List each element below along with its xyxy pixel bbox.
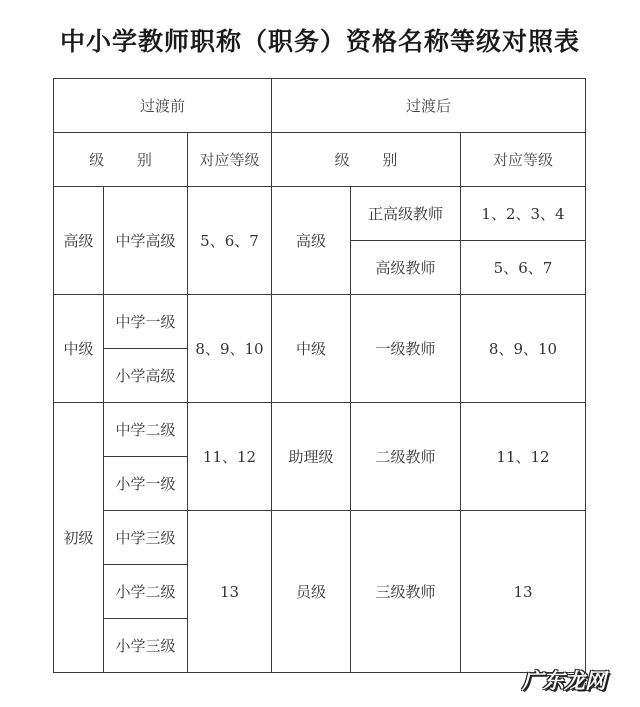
before-grade-cell: 13	[188, 511, 272, 673]
before-grade-cell: 11、12	[188, 403, 272, 511]
before-title-cell: 小学一级	[104, 457, 188, 511]
before-title-cell: 小学三级	[104, 619, 188, 673]
after-grade-cell: 13	[461, 511, 586, 673]
after-title-cell: 三级教师	[351, 511, 461, 673]
watermark-logo: 广东龙网	[522, 669, 606, 693]
header-before: 过渡前	[54, 79, 272, 133]
after-title-cell: 二级教师	[351, 403, 461, 511]
after-group-staff: 员级	[272, 511, 351, 673]
table-header-row	[54, 79, 586, 133]
after-grade-cell: 11、12	[461, 403, 586, 511]
after-grade-cell: 5、6、7	[461, 241, 586, 295]
table-row	[54, 187, 586, 241]
before-group-senior: 高级	[54, 187, 104, 295]
before-title-cell: 小学高级	[104, 349, 188, 403]
before-grade-cell: 5、6、7	[188, 187, 272, 295]
after-grade-header: 对应等级	[461, 133, 586, 187]
header-after: 过渡后	[272, 79, 586, 133]
after-grade-cell: 8、9、10	[461, 295, 586, 403]
table-subheader-row	[54, 133, 586, 187]
after-group-intermediate: 中级	[272, 295, 351, 403]
after-group-assistant: 助理级	[272, 403, 351, 511]
before-level-header: 级 别	[54, 133, 188, 187]
before-title-cell: 中学二级	[104, 403, 188, 457]
before-group-intermediate: 中级	[54, 295, 104, 403]
grade-comparison-table	[53, 78, 586, 673]
before-title-cell: 中学一级	[104, 295, 188, 349]
page-title: 中小学教师职称（职务）资格名称等级对照表	[59, 27, 580, 56]
before-title-cell: 中学三级	[104, 511, 188, 565]
after-grade-cell: 1、2、3、4	[461, 187, 586, 241]
before-grade-header: 对应等级	[188, 133, 272, 187]
before-title-cell: 中学高级	[104, 187, 188, 295]
table-row	[54, 511, 586, 565]
after-title-cell: 一级教师	[351, 295, 461, 403]
before-title-cell: 小学二级	[104, 565, 188, 619]
before-grade-cell: 8、9、10	[188, 295, 272, 403]
table-row	[54, 403, 586, 457]
after-group-senior: 高级	[272, 187, 351, 295]
after-title-cell: 高级教师	[351, 241, 461, 295]
before-group-junior: 初级	[54, 403, 104, 673]
table-row	[54, 295, 586, 349]
after-level-header: 级 别	[272, 133, 461, 187]
after-title-cell: 正高级教师	[351, 187, 461, 241]
